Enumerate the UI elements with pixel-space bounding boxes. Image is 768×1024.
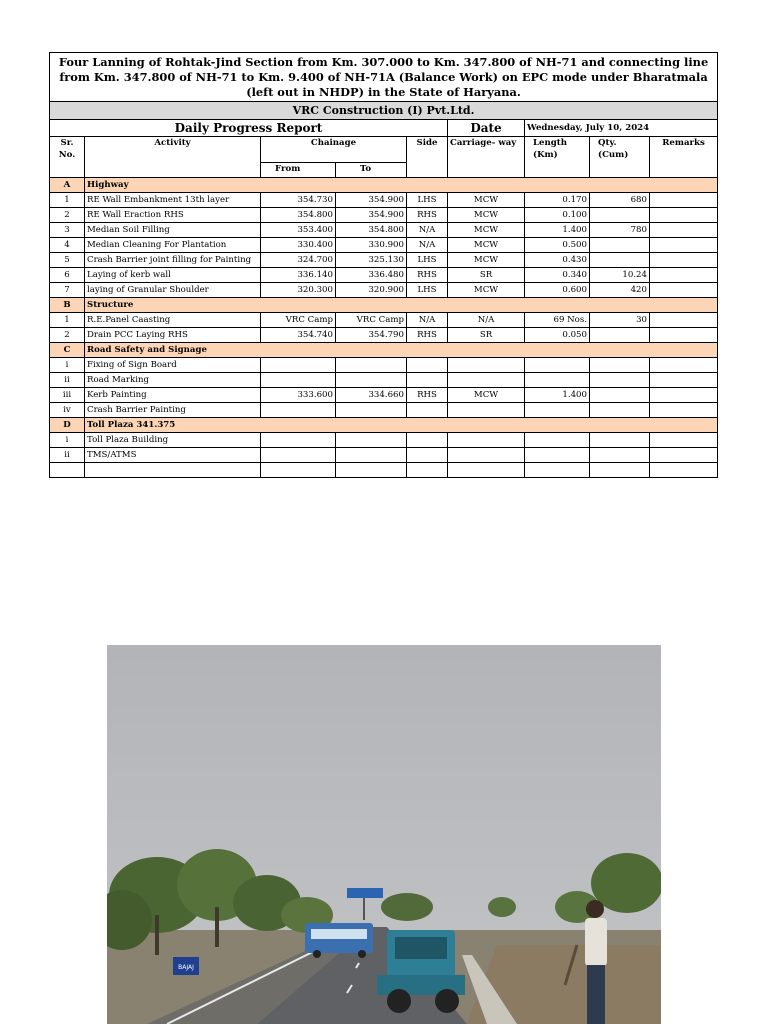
site-photo — [107, 645, 661, 1024]
cell-remarks — [650, 373, 718, 388]
cell-length: 0.500 — [525, 238, 590, 253]
header-chainage: Chainage — [261, 137, 407, 163]
cell-sr-no: ii — [50, 373, 85, 388]
site-photo-illustration — [107, 645, 661, 1024]
header-remarks: Remarks — [650, 137, 718, 178]
cell-side: RHS — [407, 268, 448, 283]
table-row — [50, 433, 718, 448]
cell-activity: TMS/ATMS — [85, 448, 261, 463]
cell-carriage-way: MCW — [448, 208, 525, 223]
cell-side — [407, 433, 448, 448]
table-row — [50, 193, 718, 208]
bus — [305, 923, 373, 958]
cell-chainage-from: 354.740 — [261, 328, 336, 343]
cell-remarks — [650, 238, 718, 253]
cell-remarks — [650, 433, 718, 448]
cell-remarks — [650, 403, 718, 418]
cell-carriage-way — [448, 373, 525, 388]
cell-side: LHS — [407, 283, 448, 298]
cell-activity: Laying of kerb wall — [85, 268, 261, 283]
cell-remarks — [650, 253, 718, 268]
cell-qty — [590, 448, 650, 463]
cell-length: 0.050 — [525, 328, 590, 343]
cell-length — [525, 448, 590, 463]
empty-cell — [85, 463, 261, 478]
cell-sr-no: 7 — [50, 283, 85, 298]
table-row — [50, 328, 718, 343]
cell-carriage-way: SR — [448, 328, 525, 343]
cell-sr-no: 5 — [50, 253, 85, 268]
cell-chainage-from: VRC Camp — [261, 313, 336, 328]
cell-qty — [590, 238, 650, 253]
cell-length: 1.400 — [525, 388, 590, 403]
table-row — [50, 313, 718, 328]
cell-qty: 420 — [590, 283, 650, 298]
table-row-empty — [50, 463, 718, 478]
cell-remarks — [650, 448, 718, 463]
cell-carriage-way: N/A — [448, 313, 525, 328]
header-from: From — [261, 163, 336, 178]
header-activity: Activity — [85, 137, 261, 178]
cell-qty — [590, 253, 650, 268]
cell-side: RHS — [407, 208, 448, 223]
cell-qty: 30 — [590, 313, 650, 328]
empty-cell — [448, 463, 525, 478]
cell-remarks — [650, 358, 718, 373]
cell-chainage-from: 333.600 — [261, 388, 336, 403]
empty-cell — [50, 463, 85, 478]
cell-side: N/A — [407, 223, 448, 238]
cell-carriage-way — [448, 403, 525, 418]
cell-remarks — [650, 223, 718, 238]
cell-sr-no: 2 — [50, 328, 85, 343]
table-row — [50, 268, 718, 283]
cell-side: N/A — [407, 313, 448, 328]
cell-chainage-to: 325.130 — [336, 253, 407, 268]
cell-chainage-from: 330.400 — [261, 238, 336, 253]
cell-remarks — [650, 283, 718, 298]
cell-activity: RE Wall Eraction RHS — [85, 208, 261, 223]
empty-cell — [261, 463, 336, 478]
cell-sr-no: i — [50, 433, 85, 448]
section-header — [50, 178, 718, 193]
cell-side — [407, 358, 448, 373]
section-name: Highway — [85, 178, 718, 193]
cell-sr-no: iii — [50, 388, 85, 403]
company-name: VRC Construction (I) Pvt.Ltd. — [50, 102, 718, 120]
cell-remarks — [650, 388, 718, 403]
section-code: D — [50, 418, 85, 433]
cell-chainage-from: 353.400 — [261, 223, 336, 238]
cell-chainage-to — [336, 433, 407, 448]
table-row — [50, 223, 718, 238]
cell-length: 0.430 — [525, 253, 590, 268]
cell-activity: Drain PCC Laying RHS — [85, 328, 261, 343]
empty-cell — [525, 463, 590, 478]
section-code: A — [50, 178, 85, 193]
section-header — [50, 298, 718, 313]
cell-side — [407, 403, 448, 418]
cell-sr-no: 4 — [50, 238, 85, 253]
cell-qty — [590, 433, 650, 448]
section-name: Toll Plaza 341.375 — [85, 418, 718, 433]
cell-chainage-to: 354.900 — [336, 193, 407, 208]
cell-length: 0.170 — [525, 193, 590, 208]
cell-chainage-to — [336, 373, 407, 388]
section-header — [50, 343, 718, 358]
section-code: B — [50, 298, 85, 313]
cell-side: RHS — [407, 388, 448, 403]
cell-activity: Fixing of Sign Board — [85, 358, 261, 373]
cell-carriage-way: MCW — [448, 253, 525, 268]
cell-side: N/A — [407, 238, 448, 253]
cell-length: 0.600 — [525, 283, 590, 298]
cell-activity: RE Wall Embankment 13th layer — [85, 193, 261, 208]
cell-carriage-way — [448, 358, 525, 373]
cell-activity: laying of Granular Shoulder — [85, 283, 261, 298]
cell-length — [525, 433, 590, 448]
empty-cell — [650, 463, 718, 478]
cell-activity: Kerb Painting — [85, 388, 261, 403]
cell-carriage-way: MCW — [448, 238, 525, 253]
cell-chainage-to: 354.790 — [336, 328, 407, 343]
cell-chainage-from — [261, 373, 336, 388]
cell-chainage-from — [261, 433, 336, 448]
table-row — [50, 388, 718, 403]
empty-cell — [590, 463, 650, 478]
cell-length — [525, 373, 590, 388]
cell-carriage-way: MCW — [448, 283, 525, 298]
header-side: Side — [407, 137, 448, 178]
cell-qty — [590, 403, 650, 418]
cell-activity: Median Soil Filling — [85, 223, 261, 238]
cell-qty — [590, 208, 650, 223]
cell-chainage-from: 354.730 — [261, 193, 336, 208]
cell-remarks — [650, 268, 718, 283]
cell-sr-no: ii — [50, 448, 85, 463]
cell-sr-no: 2 — [50, 208, 85, 223]
table-row — [50, 283, 718, 298]
table-row — [50, 253, 718, 268]
cell-chainage-from — [261, 358, 336, 373]
section-name: Road Safety and Signage — [85, 343, 718, 358]
cell-remarks — [650, 328, 718, 343]
cell-qty — [590, 328, 650, 343]
cell-chainage-from: 324.700 — [261, 253, 336, 268]
header-sr-no: Sr. No. — [50, 137, 85, 178]
header-carriage-way: Carriage- way — [448, 137, 525, 178]
cell-sr-no: 6 — [50, 268, 85, 283]
table-row — [50, 373, 718, 388]
cell-qty — [590, 358, 650, 373]
cell-length: 0.340 — [525, 268, 590, 283]
cell-sr-no: iv — [50, 403, 85, 418]
cell-carriage-way: SR — [448, 268, 525, 283]
header-to: To — [336, 163, 407, 178]
cell-chainage-from: 320.300 — [261, 283, 336, 298]
section-code: C — [50, 343, 85, 358]
cell-chainage-from: 336.140 — [261, 268, 336, 283]
cell-chainage-from — [261, 403, 336, 418]
cell-qty: 10.24 — [590, 268, 650, 283]
header-length: Length (Km) — [525, 137, 590, 178]
cell-carriage-way — [448, 448, 525, 463]
section-name: Structure — [85, 298, 718, 313]
cell-length: 1.400 — [525, 223, 590, 238]
cell-activity: Toll Plaza Building — [85, 433, 261, 448]
cell-qty: 780 — [590, 223, 650, 238]
cell-chainage-from — [261, 448, 336, 463]
cell-side — [407, 448, 448, 463]
table-row — [50, 208, 718, 223]
cell-remarks — [650, 313, 718, 328]
cell-carriage-way — [448, 433, 525, 448]
svg-text:BAJAJ: BAJAJ — [178, 964, 194, 971]
header-qty: Qty. (Cum) — [590, 137, 650, 178]
project-title: Four Lanning of Rohtak-Jind Section from Km. 307.000 to Km. 347.800 of NH-71 and connecting line from Km. 347.800 of NH-71 to Km. 9.400 of NH-71A (Balance Work) on EPC mode under Bharatmala (left out in NHDP) in the State of Haryana. — [50, 53, 718, 102]
cell-chainage-to: 334.660 — [336, 388, 407, 403]
cell-sr-no: 1 — [50, 313, 85, 328]
cell-activity: Crash Barrier Painting — [85, 403, 261, 418]
cell-activity: R.E.Panel Caasting — [85, 313, 261, 328]
cell-side: RHS — [407, 328, 448, 343]
cell-chainage-to: 330.900 — [336, 238, 407, 253]
cell-chainage-to — [336, 448, 407, 463]
bajaj-sign — [173, 957, 199, 975]
cell-sr-no: 1 — [50, 193, 85, 208]
cell-chainage-from: 354.800 — [261, 208, 336, 223]
cell-qty — [590, 373, 650, 388]
cell-sr-no: 3 — [50, 223, 85, 238]
cell-qty: 680 — [590, 193, 650, 208]
empty-cell — [407, 463, 448, 478]
cell-sr-no: i — [50, 358, 85, 373]
table-row — [50, 448, 718, 463]
table-row — [50, 403, 718, 418]
cell-activity: Crash Barrier joint filling for Painting — [85, 253, 261, 268]
cell-qty — [590, 388, 650, 403]
cell-remarks — [650, 193, 718, 208]
cell-carriage-way: MCW — [448, 223, 525, 238]
table-row — [50, 358, 718, 373]
report-title: Daily Progress Report — [50, 120, 448, 137]
empty-cell — [336, 463, 407, 478]
cell-chainage-to: VRC Camp — [336, 313, 407, 328]
cell-length: 69 Nos. — [525, 313, 590, 328]
date-value: Wednesday, July 10, 2024 — [525, 120, 718, 137]
cell-side — [407, 373, 448, 388]
cell-activity: Median Cleaning For Plantation — [85, 238, 261, 253]
cell-chainage-to: 336.480 — [336, 268, 407, 283]
cell-side: LHS — [407, 253, 448, 268]
cell-chainage-to: 354.800 — [336, 223, 407, 238]
cell-length: 0.100 — [525, 208, 590, 223]
cell-length — [525, 358, 590, 373]
date-label: Date — [448, 120, 525, 137]
cell-chainage-to — [336, 403, 407, 418]
cell-carriage-way: MCW — [448, 388, 525, 403]
cell-chainage-to: 320.900 — [336, 283, 407, 298]
cell-activity: Road Marking — [85, 373, 261, 388]
cell-carriage-way: MCW — [448, 193, 525, 208]
cell-chainage-to: 354.900 — [336, 208, 407, 223]
table-row — [50, 238, 718, 253]
cell-side: LHS — [407, 193, 448, 208]
cell-chainage-to — [336, 358, 407, 373]
cell-remarks — [650, 208, 718, 223]
cell-length — [525, 403, 590, 418]
section-header — [50, 418, 718, 433]
daily-progress-report-table — [49, 52, 718, 478]
